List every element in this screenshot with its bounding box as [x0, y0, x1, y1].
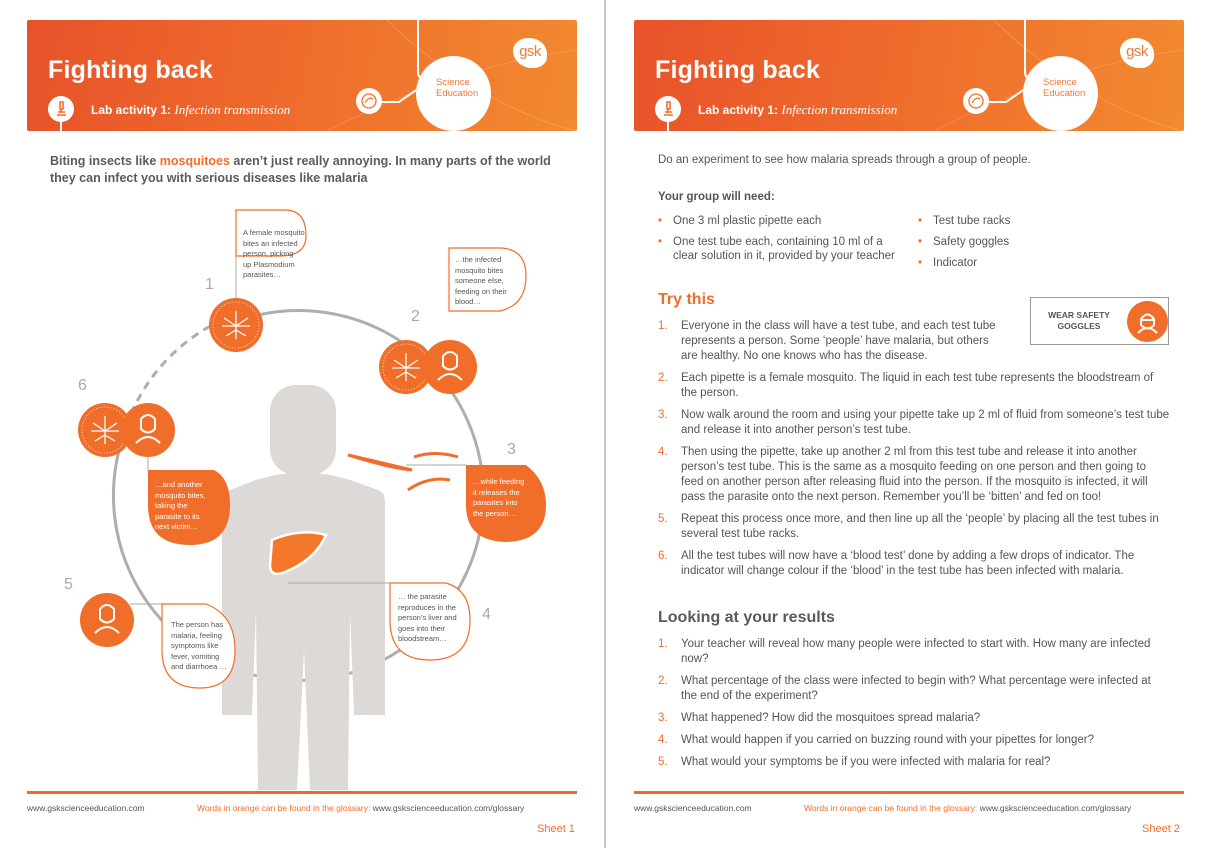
try-step: 6. All the test tubes will now have a ‘blood test’ done by adding a few drops of indicator. The indicator will change colour if the ‘blood’ in the test tube has been infected with malaria. [658, 550, 1135, 577]
step-6-mosquito-person [78, 403, 175, 457]
results-question: 2. What percentage of the class were infected to begin with? What percentage were infected at the end of the experiment? [658, 675, 1151, 702]
equipment-list-col1 [658, 214, 903, 270]
step-number-1: 1 [205, 276, 214, 293]
try-step: 5. Repeat this process once more, and then line up all the ‘people’ by placing all the test tubes in several test tube racks. [658, 513, 1159, 540]
page-title: Fighting back [655, 56, 821, 84]
person-silhouette [222, 385, 385, 790]
intro-text: Biting insects like mosquitoes aren’t just really annoying. In many parts of the world they can infect you with serious diseases like malaria [50, 154, 551, 185]
microscope-icon [48, 96, 74, 122]
equipment-item: • One 3 ml plastic pipette each [658, 214, 903, 228]
step-number-6: 6 [78, 377, 87, 394]
lab-activity-topic: Infection transmission [174, 102, 291, 117]
results-heading: Looking at your results [658, 609, 835, 626]
footer-glossary-note: Words in orange can be found in the glossary: www.gskscienceeducation.com/glossary [804, 803, 1132, 813]
step-number-2: 2 [411, 308, 420, 325]
lab-connector [667, 120, 669, 131]
sheet-2-page [606, 0, 1208, 848]
bacteria-icon [356, 88, 382, 114]
footer-rule [634, 791, 1184, 794]
results-question: 3. What happened? How did the mosquitoes spread malaria? [658, 712, 981, 724]
footer-glossary-link[interactable]: www.gskscienceeducation.com/glossary [979, 803, 1132, 813]
header-banner [634, 20, 1184, 131]
try-this-steps [658, 319, 1170, 586]
footer-glossary-note: Words in orange can be found in the glossary: www.gskscienceeducation.com/glossary [197, 803, 525, 813]
step-2-caption: …the infected mosquito bites someone else, feeding on their blood… [455, 255, 507, 306]
step-2-mosquito-person [379, 340, 477, 394]
sheet-number: Sheet 2 [1142, 823, 1180, 835]
equipment-heading: Your group will need: [658, 191, 775, 203]
lab-activity-subtitle [91, 102, 290, 118]
gsk-logo: gsk [513, 38, 547, 68]
lab-activity-topic: Infection transmission [781, 102, 898, 117]
bacteria-icon [963, 88, 989, 114]
try-step: 3. Now walk around the room and using your pipette take up 2 ml of fluid from someone’s test tube and release it into another person’s test tube. [658, 409, 1170, 436]
step-number-5: 5 [64, 576, 73, 593]
lab-activity-label: Lab activity 1: [91, 103, 172, 117]
step-1-mosquito [209, 298, 263, 352]
lab-activity-subtitle [698, 102, 897, 118]
footer-website-link[interactable]: www.gskscienceeducation.com [634, 803, 752, 813]
results-question: 4. What would happen if you carried on buzzing round with your pipettes for longer? [658, 734, 1094, 746]
try-step: 4. Then using the pipette, take up another 2 ml from this test tube and release it into another person’s test tube. This is the same as a mosquito feeding on one person and then going to feed on another person after releasing fluid into the person. If the mosquito is infected, it will pass the parasite onto the next person. Remember you’ll be ‘bitten’ and fed on too! [658, 446, 1148, 503]
equipment-item: • Safety goggles [918, 235, 1078, 249]
equipment-item: • Indicator [918, 256, 1078, 270]
try-this-heading: Try this [658, 291, 715, 308]
footer-glossary-link[interactable]: www.gskscienceeducation.com/glossary [372, 803, 525, 813]
results-questions [658, 637, 1158, 777]
page-title: Fighting back [48, 56, 214, 84]
step-5-person [80, 593, 134, 647]
step-6-caption: …and another mosquito bites, taking the parasite to its next victim… [155, 480, 206, 531]
try-step: 2. Each pipette is a female mosquito. The liquid in each test tube represents the bloodstream of the person. [658, 372, 1154, 399]
equipment-list-col2 [918, 214, 1078, 277]
safety-goggles-label: WEAR SAFETY GOGGLES [1048, 310, 1110, 331]
try-step: 1. Everyone in the class will have a test tube, and each test tube represents a person. Some ‘people’ have malaria, but others are healthy. No one knows who has the disease. [658, 320, 996, 362]
step-4-caption: … the parasite reproduces in the person’s liver and goes into their bloodstream… [398, 592, 457, 643]
science-education-label: Science Education [1043, 77, 1086, 99]
step-3-caption: …while feeding it releases the parasites into the person… [473, 477, 525, 518]
sheet-number: Sheet 1 [537, 823, 575, 835]
lab-activity-label: Lab activity 1: [698, 103, 779, 117]
glossary-term-mosquitoes[interactable]: mosquitoes [159, 154, 230, 168]
step-number-3: 3 [507, 441, 516, 458]
results-question: 5. What would your symptoms be if you were infected with malaria for real? [658, 756, 1051, 768]
step-5-caption: The person has malaria, feeling symptoms like fever, vomiting and diarrhoea … [171, 620, 227, 671]
experiment-intro: Do an experiment to see how malaria spreads through a group of people. [658, 154, 1031, 166]
lab-connector [60, 120, 62, 131]
step-number-4: 4 [482, 606, 491, 623]
science-education-label: Science Education [436, 77, 479, 99]
results-question: 1. Your teacher will reveal how many people were infected to start with. How many are infected now? [658, 638, 1151, 665]
equipment-item: • Test tube racks [918, 214, 1078, 228]
malaria-transmission-diagram [0, 190, 604, 790]
gsk-logo: gsk [1120, 38, 1154, 68]
footer-rule [27, 791, 577, 794]
step-1-caption: A female mosquito bites an infected person, picking up Plasmodium parasites… [243, 228, 305, 279]
equipment-item: • One test tube each, containing 10 ml of a clear solution in it, provided by your teacher [658, 235, 903, 263]
microscope-icon [655, 96, 681, 122]
header-banner [27, 20, 577, 131]
footer-website-link[interactable]: www.gskscienceeducation.com [27, 803, 145, 813]
